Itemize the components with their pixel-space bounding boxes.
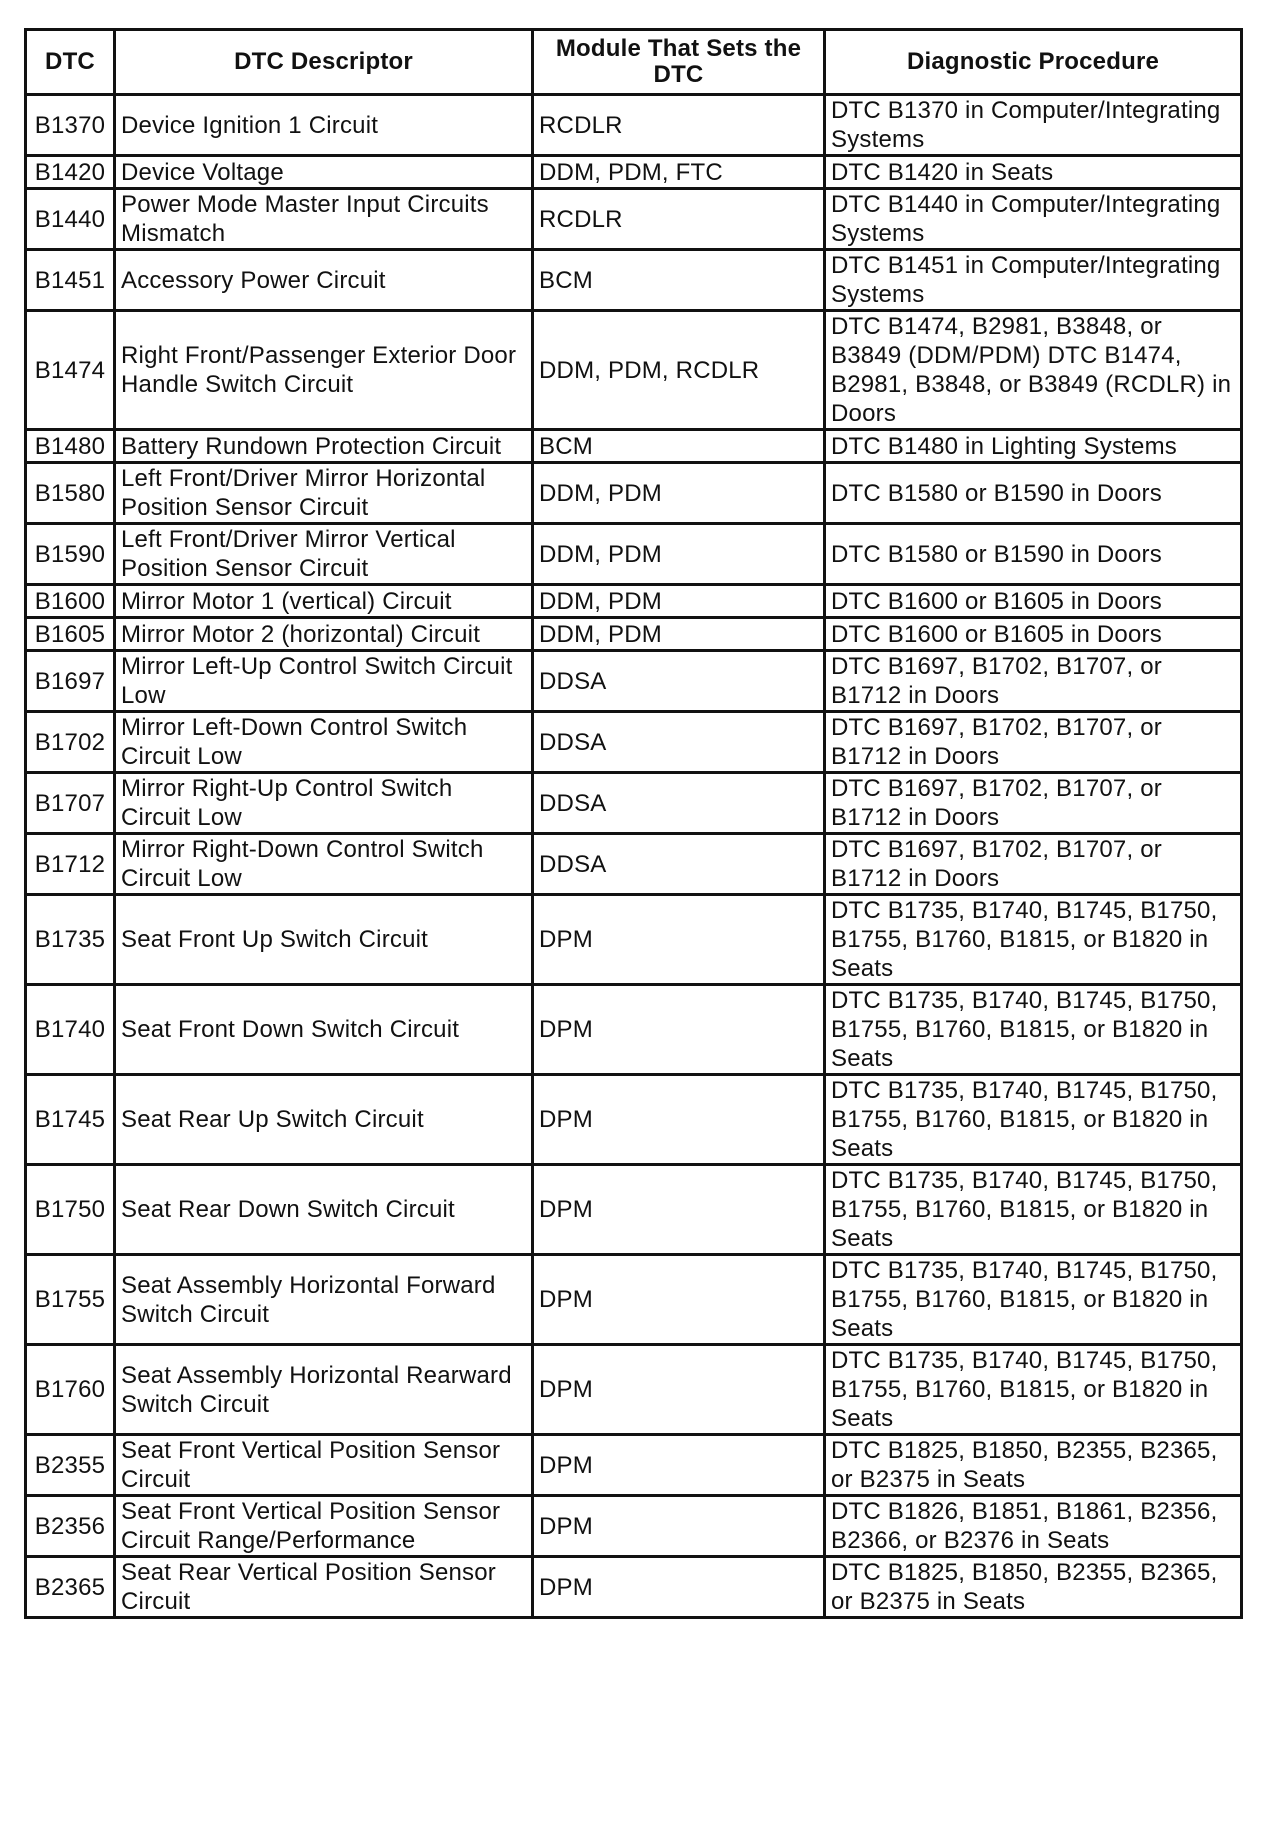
module-cell: DDM, PDM — [533, 524, 825, 585]
procedure-cell: DTC B1697, B1702, B1707, or B1712 in Doors — [825, 834, 1242, 895]
table-row — [26, 773, 1242, 834]
dtc-cell: B1740 — [26, 985, 115, 1075]
module-cell: DDSA — [533, 712, 825, 773]
procedure-cell: DTC B1600 or B1605 in Doors — [825, 585, 1242, 618]
table-row — [26, 1435, 1242, 1496]
module-cell: BCM — [533, 250, 825, 311]
module-cell: DPM — [533, 1345, 825, 1435]
procedure-cell: DTC B1420 in Seats — [825, 156, 1242, 189]
dtc-cell: B1440 — [26, 189, 115, 250]
procedure-cell: DTC B1474, B2981, B3848, or B3849 (DDM/PDM) DTC B1474, B2981, B3848, or B3849 (RCDLR) in Doors — [825, 311, 1242, 430]
dtc-cell: B1370 — [26, 95, 115, 156]
table-row — [26, 1075, 1242, 1165]
table-row — [26, 651, 1242, 712]
table-body — [26, 95, 1242, 1618]
procedure-cell: DTC B1735, B1740, B1745, B1750, B1755, B1760, B1815, or B1820 in Seats — [825, 1075, 1242, 1165]
descriptor-cell: Battery Rundown Protection Circuit — [115, 430, 533, 463]
procedure-cell: DTC B1697, B1702, B1707, or B1712 in Doors — [825, 712, 1242, 773]
table-row — [26, 1496, 1242, 1557]
descriptor-cell: Seat Front Down Switch Circuit — [115, 985, 533, 1075]
dtc-table — [24, 28, 1243, 1619]
module-cell: DDSA — [533, 651, 825, 712]
procedure-cell: DTC B1440 in Computer/Integrating Systems — [825, 189, 1242, 250]
procedure-cell: DTC B1697, B1702, B1707, or B1712 in Doors — [825, 773, 1242, 834]
procedure-cell: DTC B1580 or B1590 in Doors — [825, 463, 1242, 524]
procedure-cell: DTC B1697, B1702, B1707, or B1712 in Doors — [825, 651, 1242, 712]
dtc-cell: B1605 — [26, 618, 115, 651]
dtc-cell: B1420 — [26, 156, 115, 189]
header-descriptor: DTC Descriptor — [115, 30, 533, 95]
table-row — [26, 895, 1242, 985]
descriptor-cell: Seat Rear Down Switch Circuit — [115, 1165, 533, 1255]
procedure-cell: DTC B1735, B1740, B1745, B1750, B1755, B1760, B1815, or B1820 in Seats — [825, 1255, 1242, 1345]
dtc-cell: B2356 — [26, 1496, 115, 1557]
procedure-cell: DTC B1735, B1740, B1745, B1750, B1755, B1760, B1815, or B1820 in Seats — [825, 985, 1242, 1075]
module-cell: DDM, PDM — [533, 585, 825, 618]
module-cell: DPM — [533, 1557, 825, 1618]
procedure-cell: DTC B1370 in Computer/Integrating Systems — [825, 95, 1242, 156]
module-cell: DPM — [533, 895, 825, 985]
descriptor-cell: Seat Front Vertical Position Sensor Circuit — [115, 1435, 533, 1496]
table-row — [26, 834, 1242, 895]
table-row — [26, 430, 1242, 463]
module-cell: DPM — [533, 1255, 825, 1345]
module-cell: DPM — [533, 985, 825, 1075]
procedure-cell: DTC B1735, B1740, B1745, B1750, B1755, B1760, B1815, or B1820 in Seats — [825, 895, 1242, 985]
dtc-cell: B1735 — [26, 895, 115, 985]
table-row — [26, 1345, 1242, 1435]
descriptor-cell: Mirror Motor 2 (horizontal) Circuit — [115, 618, 533, 651]
dtc-cell: B1474 — [26, 311, 115, 430]
descriptor-cell: Seat Assembly Horizontal Forward Switch Circuit — [115, 1255, 533, 1345]
descriptor-cell: Seat Front Vertical Position Sensor Circuit Range/Performance — [115, 1496, 533, 1557]
table-row — [26, 1557, 1242, 1618]
descriptor-cell: Mirror Motor 1 (vertical) Circuit — [115, 585, 533, 618]
dtc-cell: B1755 — [26, 1255, 115, 1345]
descriptor-cell: Right Front/Passenger Exterior Door Handle Switch Circuit — [115, 311, 533, 430]
table-row — [26, 585, 1242, 618]
descriptor-cell: Seat Rear Vertical Position Sensor Circuit — [115, 1557, 533, 1618]
table-row — [26, 95, 1242, 156]
procedure-cell: DTC B1580 or B1590 in Doors — [825, 524, 1242, 585]
descriptor-cell: Mirror Right-Up Control Switch Circuit Low — [115, 773, 533, 834]
table-row — [26, 985, 1242, 1075]
header-procedure: Diagnostic Procedure — [825, 30, 1242, 95]
header-row — [26, 30, 1242, 95]
module-cell: BCM — [533, 430, 825, 463]
procedure-cell: DTC B1826, B1851, B1861, B2356, B2366, or B2376 in Seats — [825, 1496, 1242, 1557]
procedure-cell: DTC B1825, B1850, B2355, B2365, or B2375 in Seats — [825, 1435, 1242, 1496]
procedure-cell: DTC B1825, B1850, B2355, B2365, or B2375 in Seats — [825, 1557, 1242, 1618]
table-row — [26, 189, 1242, 250]
table-row — [26, 156, 1242, 189]
descriptor-cell: Mirror Left-Up Control Switch Circuit Low — [115, 651, 533, 712]
dtc-cell: B1600 — [26, 585, 115, 618]
descriptor-cell: Device Ignition 1 Circuit — [115, 95, 533, 156]
procedure-cell: DTC B1451 in Computer/Integrating Systems — [825, 250, 1242, 311]
module-cell: DPM — [533, 1075, 825, 1165]
descriptor-cell: Mirror Left-Down Control Switch Circuit Low — [115, 712, 533, 773]
procedure-cell: DTC B1735, B1740, B1745, B1750, B1755, B1760, B1815, or B1820 in Seats — [825, 1165, 1242, 1255]
descriptor-cell: Accessory Power Circuit — [115, 250, 533, 311]
table-row — [26, 524, 1242, 585]
module-cell: DPM — [533, 1496, 825, 1557]
header-dtc: DTC — [26, 30, 115, 95]
table-row — [26, 463, 1242, 524]
procedure-cell: DTC B1735, B1740, B1745, B1750, B1755, B1760, B1815, or B1820 in Seats — [825, 1345, 1242, 1435]
dtc-cell: B1697 — [26, 651, 115, 712]
descriptor-cell: Mirror Right-Down Control Switch Circuit Low — [115, 834, 533, 895]
procedure-cell: DTC B1480 in Lighting Systems — [825, 430, 1242, 463]
table-row — [26, 250, 1242, 311]
dtc-cell: B1590 — [26, 524, 115, 585]
descriptor-cell: Seat Assembly Horizontal Rearward Switch Circuit — [115, 1345, 533, 1435]
header-module: Module That Sets the DTC — [533, 30, 825, 95]
table-row — [26, 311, 1242, 430]
descriptor-cell: Seat Front Up Switch Circuit — [115, 895, 533, 985]
table-row — [26, 618, 1242, 651]
dtc-cell: B1707 — [26, 773, 115, 834]
module-cell: DPM — [533, 1435, 825, 1496]
dtc-cell: B1750 — [26, 1165, 115, 1255]
module-cell: DDSA — [533, 834, 825, 895]
dtc-cell: B1451 — [26, 250, 115, 311]
module-cell: DDM, PDM — [533, 463, 825, 524]
dtc-cell: B1760 — [26, 1345, 115, 1435]
dtc-cell: B1702 — [26, 712, 115, 773]
descriptor-cell: Device Voltage — [115, 156, 533, 189]
dtc-cell: B2355 — [26, 1435, 115, 1496]
dtc-cell: B1745 — [26, 1075, 115, 1165]
table-row — [26, 712, 1242, 773]
procedure-cell: DTC B1600 or B1605 in Doors — [825, 618, 1242, 651]
table-header — [26, 30, 1242, 95]
module-cell: RCDLR — [533, 95, 825, 156]
module-cell: DDM, PDM, RCDLR — [533, 311, 825, 430]
dtc-cell: B2365 — [26, 1557, 115, 1618]
dtc-cell: B1712 — [26, 834, 115, 895]
dtc-cell: B1480 — [26, 430, 115, 463]
descriptor-cell: Left Front/Driver Mirror Horizontal Position Sensor Circuit — [115, 463, 533, 524]
descriptor-cell: Seat Rear Up Switch Circuit — [115, 1075, 533, 1165]
table-row — [26, 1255, 1242, 1345]
dtc-cell: B1580 — [26, 463, 115, 524]
descriptor-cell: Left Front/Driver Mirror Vertical Position Sensor Circuit — [115, 524, 533, 585]
module-cell: RCDLR — [533, 189, 825, 250]
module-cell: DDM, PDM, FTC — [533, 156, 825, 189]
module-cell: DDM, PDM — [533, 618, 825, 651]
table-row — [26, 1165, 1242, 1255]
descriptor-cell: Power Mode Master Input Circuits Mismatch — [115, 189, 533, 250]
module-cell: DDSA — [533, 773, 825, 834]
module-cell: DPM — [533, 1165, 825, 1255]
